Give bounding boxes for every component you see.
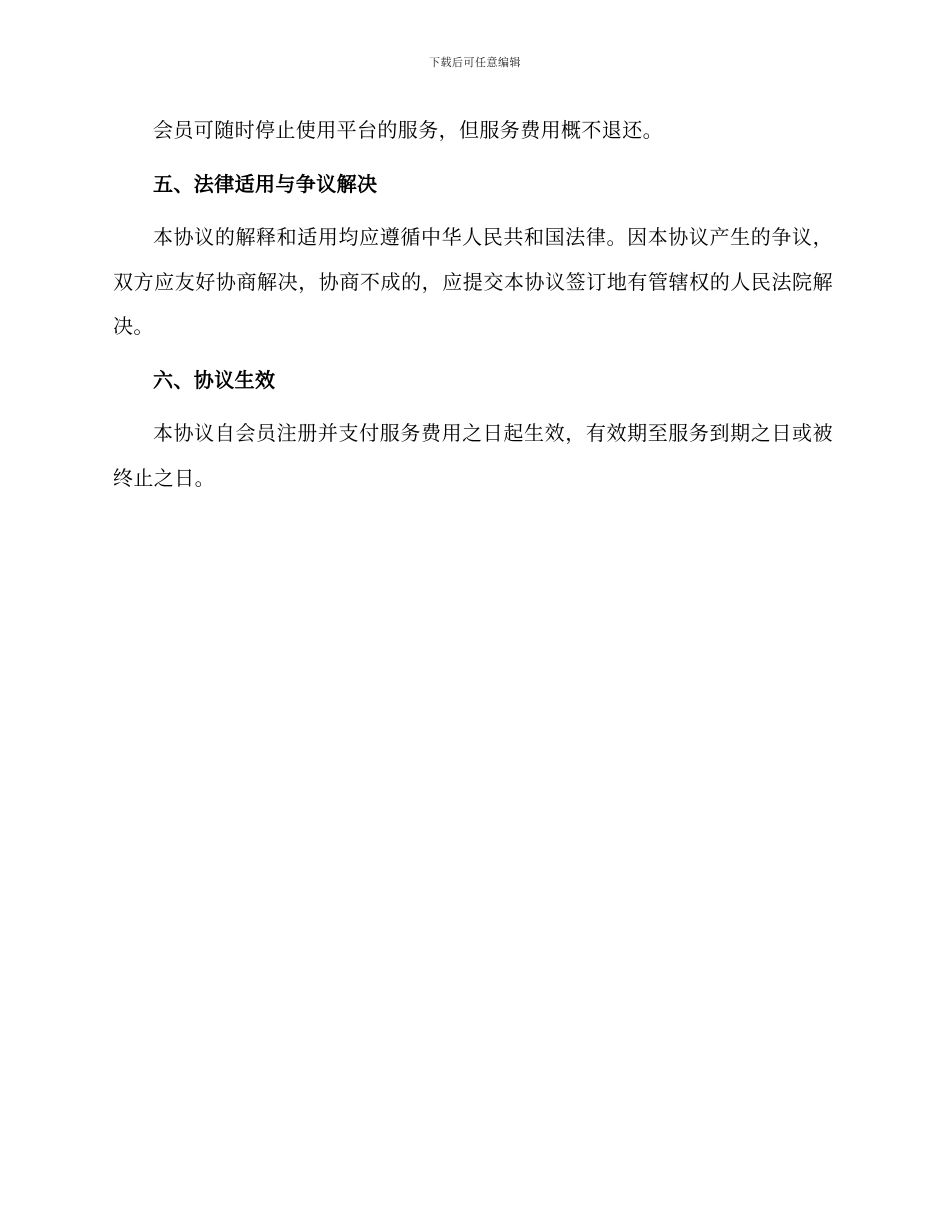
- section-heading-law-disputes: 五、法律适用与争议解决: [153, 171, 378, 196]
- paragraph-law-disputes: 本协议的解释和适用均应遵循中华人民共和国法律。因本协议产生的争议，双方应友好协商解决，协商不成的，应提交本协议签订地有管辖权的人民法院解决。: [113, 225, 833, 338]
- paragraph-refund-policy: 会员可随时停止使用平台的服务，但服务费用概不退还。: [153, 118, 663, 142]
- section-heading-effectiveness: 六、协议生效: [153, 367, 276, 392]
- header-note: 下载后可任意编辑: [429, 56, 521, 69]
- document-body: [113, 108, 833, 500]
- paragraph-effectiveness: 本协议自会员注册并支付服务费用之日起生效，有效期至服务到期之日或被终止之日。: [113, 421, 833, 490]
